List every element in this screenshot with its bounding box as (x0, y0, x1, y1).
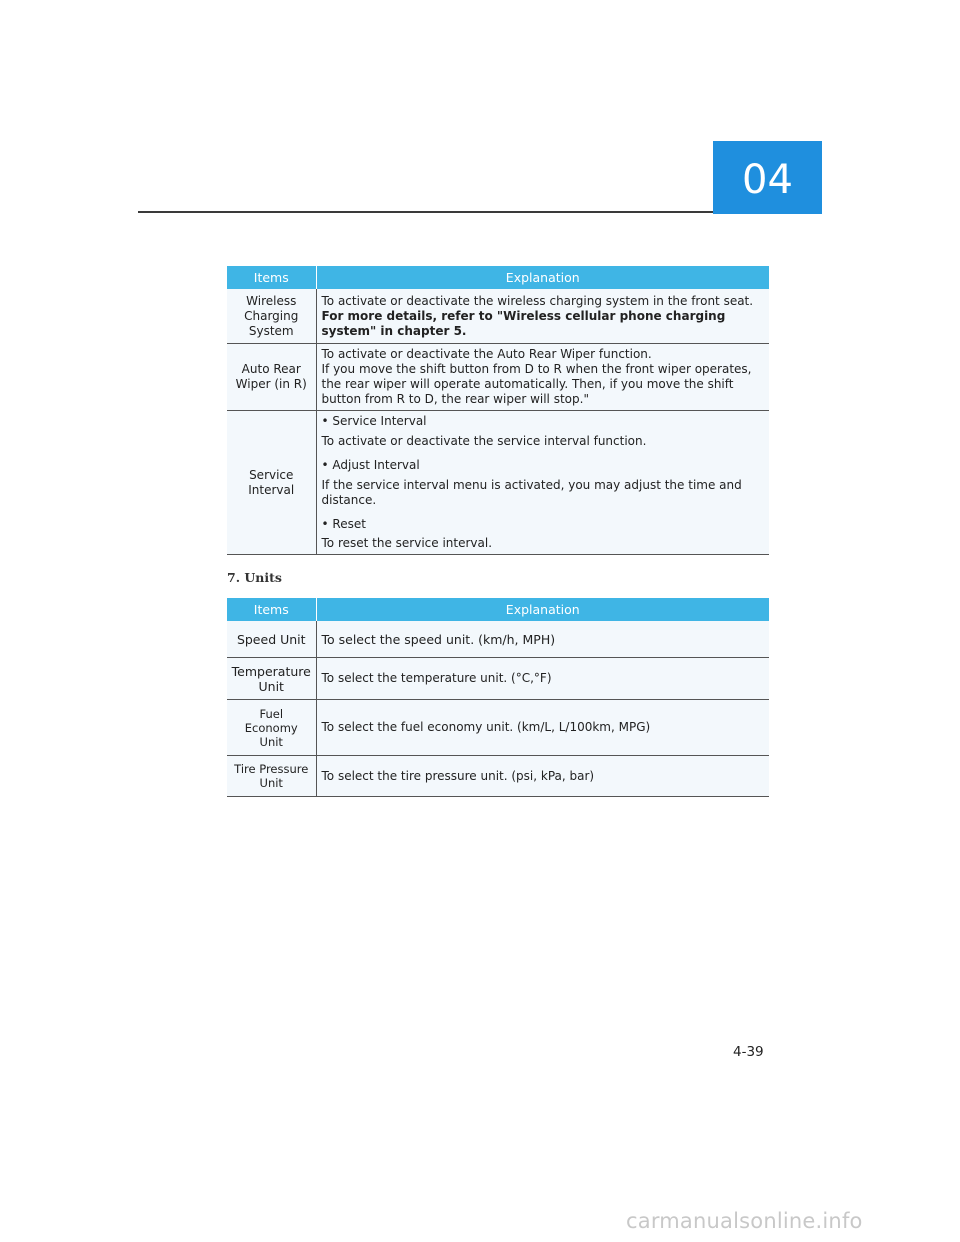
item-cell (227, 756, 316, 797)
table-row (227, 621, 769, 658)
explanation-text: If the service interval menu is activated, you may adjust the time and distance. (321, 478, 742, 507)
table-row (227, 700, 769, 756)
item-label-line: Wiper (in R) (235, 377, 307, 391)
item-label-line: Temperature (231, 663, 311, 679)
explanation-text: To select the fuel economy unit. (km/L, L/100km, MPG) (321, 720, 651, 734)
explanation-text: To select the tire pressure unit. (psi, kPa, bar) (321, 768, 595, 783)
items-header: Items (227, 598, 316, 621)
item-cell (227, 344, 316, 411)
page-number: 4-39 (733, 1044, 764, 1060)
table-row (227, 289, 769, 344)
explanation-text: To reset the service interval. (321, 536, 493, 550)
explanation-text: To activate or deactivate the Auto Rear Wiper function. (321, 347, 652, 361)
explanation-cell (316, 700, 769, 756)
item-label-line: Auto Rear (241, 362, 301, 376)
table-row (227, 411, 769, 555)
item-cell (227, 411, 316, 555)
item-label-line: Charging (244, 308, 299, 323)
item-label-line: Wireless (246, 293, 297, 308)
item-label-line: System (248, 323, 294, 338)
explanation-header: Explanation (316, 266, 769, 289)
explanation-text: To activate or deactivate the wireless charging system in the front seat. (321, 293, 754, 308)
table-header-row (227, 598, 769, 621)
bullet-item: • Reset (321, 517, 366, 531)
item-cell (227, 621, 316, 658)
explanation-cell (316, 289, 769, 344)
explanation-cell (316, 344, 769, 411)
explanation-text: To activate or deactivate the service interval function. (321, 434, 647, 448)
settings-table (227, 266, 769, 555)
explanation-header: Explanation (316, 598, 769, 621)
item-cell (227, 289, 316, 344)
bullet-item: • Adjust Interval (321, 458, 420, 472)
explanation-text: If you move the shift button from D to R when the front wiper operates, the rear wiper will operate automatically. Then, if you move the shift button from R to D, the rear wiper will stop." (321, 362, 752, 406)
units-table (227, 598, 769, 797)
item-label-line: Economy (244, 720, 298, 735)
table-row (227, 756, 769, 797)
explanation-cell (316, 756, 769, 797)
table-row (227, 658, 769, 700)
explanation-cell (316, 658, 769, 700)
item-label-line: Fuel (259, 706, 284, 721)
header-rule (138, 211, 713, 213)
explanation-cell (316, 621, 769, 658)
item-label-line: Tire Pressure (234, 762, 309, 776)
item-cell (227, 700, 316, 756)
item-label-line: Unit (258, 678, 284, 694)
item-cell (227, 658, 316, 700)
chapter-tab (713, 141, 822, 214)
item-label-line: Service (249, 467, 294, 482)
chapter-number: 04 (742, 156, 793, 203)
table-row (227, 344, 769, 411)
bullet-item: • Service Interval (321, 414, 427, 428)
explanation-cell (316, 411, 769, 555)
table-header-row (227, 266, 769, 289)
section-heading: 7. Units (227, 570, 282, 585)
items-header: Items (227, 266, 316, 289)
item-label-line: Speed Unit (236, 631, 306, 647)
watermark: carmanualsonline.info (626, 1209, 863, 1233)
item-label-line: Unit (259, 734, 283, 749)
item-label-line: Interval (248, 482, 295, 497)
explanation-text: To select the speed unit. (km/h, MPH) (321, 631, 556, 647)
item-label-line: Unit (259, 776, 283, 790)
reference-note: For more details, refer to "Wireless cellular phone charging system" in chapter 5. (321, 308, 726, 338)
explanation-text: To select the temperature unit. (°C,°F) (321, 671, 552, 685)
